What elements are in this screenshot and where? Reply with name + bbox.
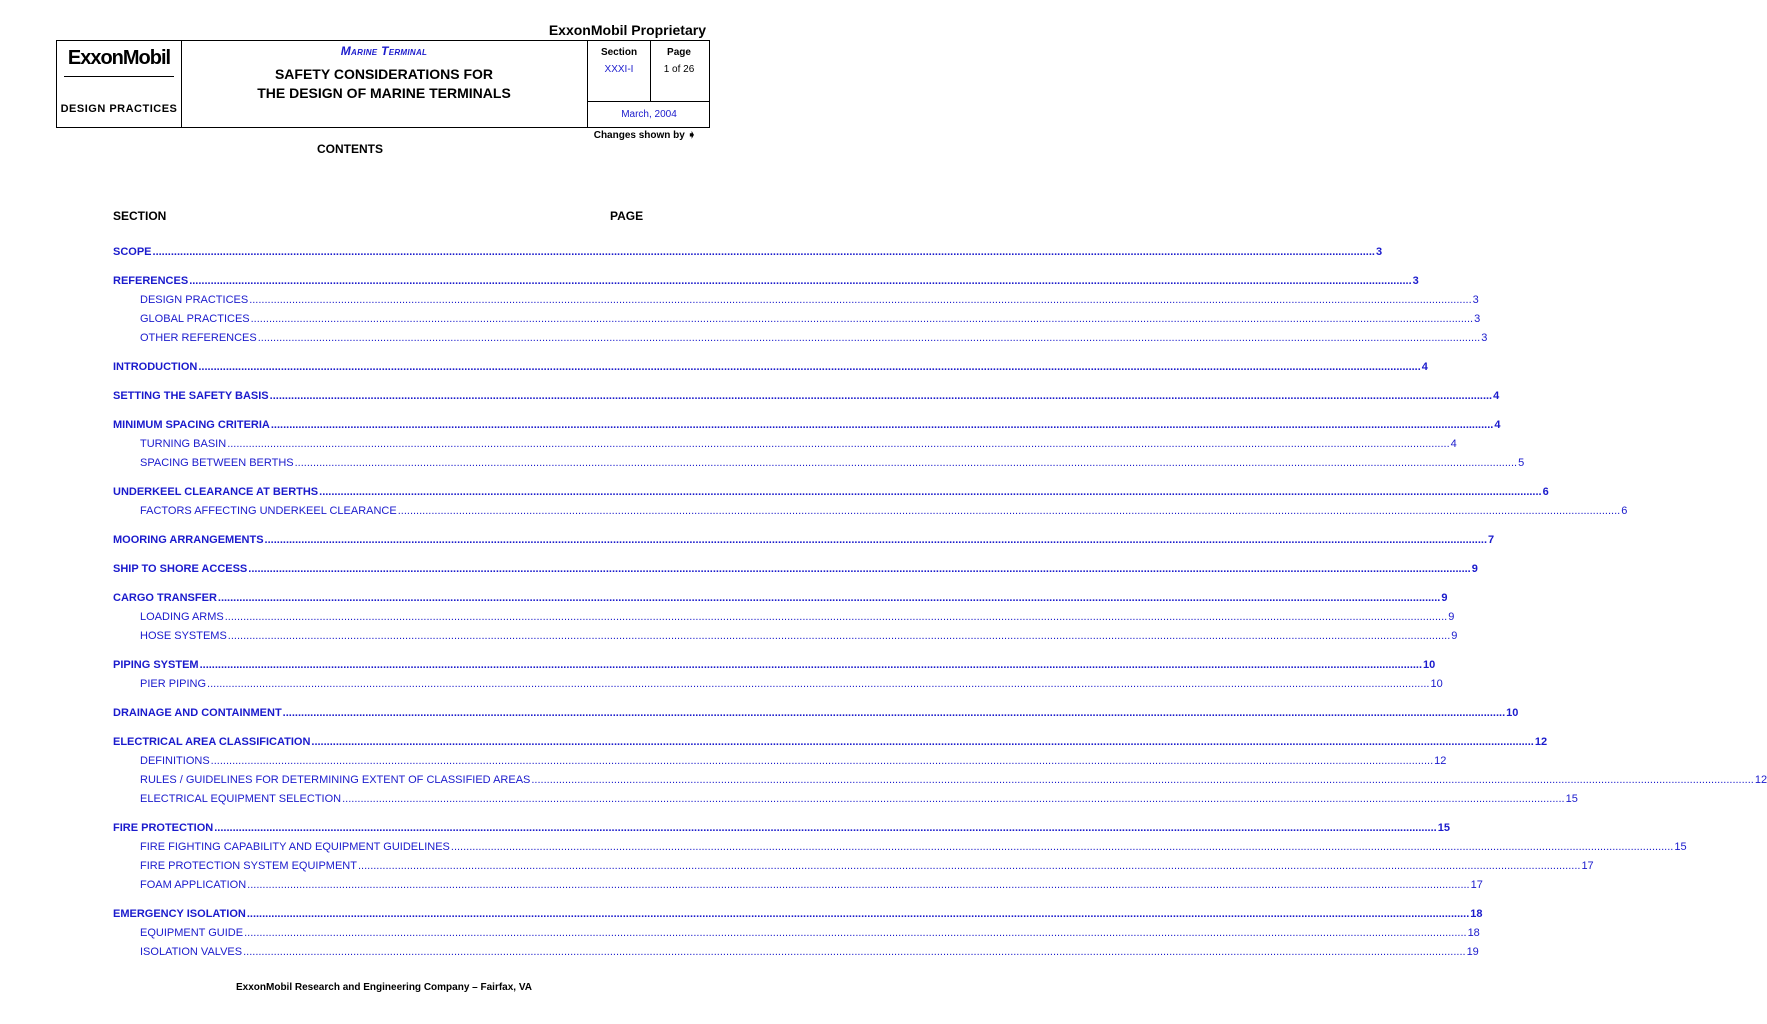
toc-entry-page: 5: [1518, 457, 1525, 469]
toc-leader-dots: ................................................................................................................................................................................................................................................................................................................................................................................................................: [246, 908, 1470, 920]
toc-subsection-link[interactable]: [113, 454, 1525, 473]
toc-section-link[interactable]: [113, 704, 1519, 723]
toc-entry-title: EQUIPMENT GUIDE: [140, 927, 244, 939]
toc-subsection-link[interactable]: [113, 876, 1483, 895]
toc-entry-title: INTRODUCTION: [113, 361, 198, 373]
toc-entry-page: 3: [1474, 313, 1481, 325]
toc-leader-dots: ................................................................................................................................................................................................................................................................................................................................................................................................................: [531, 774, 1754, 786]
toc-section-link[interactable]: [113, 905, 1483, 924]
toc-subsection-link[interactable]: [113, 924, 1480, 943]
page-column-header: PAGE: [610, 209, 644, 223]
toc-entry-title: ISOLATION VALVES: [140, 946, 243, 958]
toc-leader-dots: ................................................................................................................................................................................................................................................................................................................................................................................................................: [357, 860, 1581, 872]
toc-subsection-link[interactable]: [113, 675, 1443, 694]
toc-section-link[interactable]: [113, 560, 1478, 579]
document-title-line1: SAFETY CONSIDERATIONS FOR: [274, 66, 494, 82]
toc-section-link[interactable]: [113, 589, 1448, 608]
toc-subsection-link[interactable]: [113, 608, 1455, 627]
toc-entry-title: FIRE PROTECTION SYSTEM EQUIPMENT: [140, 860, 357, 872]
section-column-header: SECTION: [113, 209, 167, 223]
toc-section-link[interactable]: [113, 733, 1548, 752]
toc-entry-title: FACTORS AFFECTING UNDERKEEL CLEARANCE: [140, 505, 397, 517]
toc-entry-title: SETTING THE SAFETY BASIS: [113, 390, 269, 402]
toc-leader-dots: ................................................................................................................................................................................................................................................................................................................................................................................................................: [397, 505, 1621, 517]
toc-subsection-link[interactable]: [113, 627, 1458, 646]
toc-entry-title: HOSE SYSTEMS: [140, 630, 227, 642]
page-label: Page: [667, 47, 691, 58]
toc-subsection-link[interactable]: [113, 771, 1767, 790]
toc-entry-title: FIRE FIGHTING CAPABILITY AND EQUIPMENT GUIDELINES: [140, 841, 450, 853]
toc-entry-page: 10: [1430, 678, 1443, 690]
toc-entry-title: CARGO TRANSFER: [113, 592, 217, 604]
toc-entry-page: 9: [1448, 611, 1455, 623]
toc-leader-dots: ................................................................................................................................................................................................................................................................................................................................................................................................................: [294, 457, 1518, 469]
toc-leader-dots: ................................................................................................................................................................................................................................................................................................................................................................................................................: [257, 332, 1481, 344]
toc-entry-page: 12: [1754, 774, 1767, 786]
toc-leader-dots: ................................................................................................................................................................................................................................................................................................................................................................................................................: [250, 313, 1474, 325]
toc-entry-page: 10: [1423, 659, 1436, 671]
toc-leader-dots: ................................................................................................................................................................................................................................................................................................................................................................................................................: [227, 630, 1451, 642]
logo-cell: [57, 41, 182, 127]
toc-entry-page: 15: [1565, 793, 1578, 805]
changes-note: Changes shown by ➧: [593, 130, 696, 141]
toc-entry-page: 18: [1467, 927, 1480, 939]
document-title-line2: THE DESIGN OF MARINE TERMINALS: [257, 85, 511, 101]
toc-entry-page: 6: [1542, 486, 1549, 498]
toc-entry-title: UNDERKEEL CLEARANCE AT BERTHS: [113, 486, 319, 498]
toc-subsection-link[interactable]: [113, 329, 1488, 348]
page-cell: [649, 41, 709, 101]
toc-entry-page: 18: [1470, 908, 1483, 920]
toc-entry-title: ELECTRICAL AREA CLASSIFICATION: [113, 736, 311, 748]
toc-entry-page: 17: [1470, 879, 1483, 891]
toc-entry-title: GLOBAL PRACTICES: [140, 313, 250, 325]
toc-section-link[interactable]: [113, 531, 1495, 550]
toc-subsection-link[interactable]: [113, 310, 1481, 329]
toc-subsection-link[interactable]: [113, 752, 1447, 771]
toc-entry-page: 19: [1466, 946, 1479, 958]
toc-entry-title: EMERGENCY ISOLATION: [113, 908, 246, 920]
toc-entry-page: 15: [1437, 822, 1450, 834]
toc-section-link[interactable]: [113, 243, 1383, 262]
toc-entry-title: PIER PIPING: [140, 678, 207, 690]
toc-leader-dots: ................................................................................................................................................................................................................................................................................................................................................................................................................: [249, 294, 1472, 306]
toc-leader-dots: ................................................................................................................................................................................................................................................................................................................................................................................................................: [247, 879, 1470, 891]
toc-leader-dots: ................................................................................................................................................................................................................................................................................................................................................................................................................: [217, 592, 1441, 604]
toc-entry-title: OTHER REFERENCES: [140, 332, 257, 344]
toc-entry-page: 15: [1674, 841, 1687, 853]
toc-leader-dots: ................................................................................................................................................................................................................................................................................................................................................................................................................: [342, 793, 1565, 805]
toc-section-link[interactable]: [113, 358, 1428, 377]
toc-leader-dots: ................................................................................................................................................................................................................................................................................................................................................................................................................: [199, 659, 1423, 671]
toc-entry-page: 9: [1471, 563, 1478, 575]
toc-leader-dots: ................................................................................................................................................................................................................................................................................................................................................................................................................: [248, 563, 1471, 575]
toc-entry-page: 9: [1451, 630, 1458, 642]
toc-leader-dots: ................................................................................................................................................................................................................................................................................................................................................................................................................: [450, 841, 1674, 853]
toc-entry-title: SCOPE: [113, 246, 152, 258]
toc-section-link[interactable]: [113, 272, 1419, 291]
toc-section-link[interactable]: [113, 416, 1501, 435]
section-label: Section: [600, 47, 638, 58]
toc-leader-dots: ................................................................................................................................................................................................................................................................................................................................................................................................................: [243, 946, 1466, 958]
toc-entry-page: 4: [1450, 438, 1457, 450]
toc-entry-title: DESIGN PRACTICES: [140, 294, 249, 306]
title-cell: [181, 41, 587, 127]
toc-entry-title: RULES / GUIDELINES FOR DETERMINING EXTENT OF CLASSIFIED AREAS: [140, 774, 531, 786]
toc-entry-page: 9: [1441, 592, 1448, 604]
toc-entry-title: PIPING SYSTEM: [113, 659, 199, 671]
page-value: 1 of 26: [663, 64, 695, 75]
toc-entry-title: MOORING ARRANGEMENTS: [113, 534, 264, 546]
toc-entry-page: 12: [1534, 736, 1548, 748]
toc-entry-title: DRAINAGE AND CONTAINMENT: [113, 707, 282, 719]
toc-leader-dots: ................................................................................................................................................................................................................................................................................................................................................................................................................: [319, 486, 1542, 498]
proprietary-label: ExxonMobil Proprietary: [548, 22, 706, 38]
toc-section-link[interactable]: [113, 819, 1450, 838]
marine-terminal-label: Marine Terminal: [340, 44, 428, 58]
toc-subsection-link[interactable]: [113, 943, 1479, 962]
toc-entry-page: 12: [1434, 755, 1447, 767]
toc-leader-dots: ................................................................................................................................................................................................................................................................................................................................................................................................................: [244, 927, 1467, 939]
toc-subsection-link[interactable]: [113, 838, 1687, 857]
toc-leader-dots: ................................................................................................................................................................................................................................................................................................................................................................................................................: [210, 755, 1434, 767]
toc-leader-dots: ................................................................................................................................................................................................................................................................................................................................................................................................................: [152, 246, 1375, 258]
toc-leader-dots: ................................................................................................................................................................................................................................................................................................................................................................................................................: [214, 822, 1437, 834]
toc-leader-dots: ................................................................................................................................................................................................................................................................................................................................................................................................................: [270, 419, 1494, 431]
toc-leader-dots: ................................................................................................................................................................................................................................................................................................................................................................................................................: [198, 361, 1421, 373]
exxonmobil-logo: ExxonMobil: [64, 47, 174, 77]
toc-leader-dots: ................................................................................................................................................................................................................................................................................................................................................................................................................: [189, 275, 1412, 287]
contents-title: CONTENTS: [317, 142, 383, 156]
toc-entry-page: 6: [1621, 505, 1628, 517]
toc-entry-page: 3: [1412, 275, 1419, 287]
toc-entry-title: SPACING BETWEEN BERTHS: [140, 457, 294, 469]
toc-leader-dots: ................................................................................................................................................................................................................................................................................................................................................................................................................: [264, 534, 1488, 546]
design-practices-label: DESIGN PRACTICES: [60, 103, 178, 115]
toc-entry-page: 3: [1472, 294, 1479, 306]
toc-entry-page: 3: [1375, 246, 1383, 258]
toc-entry-page: 17: [1581, 860, 1594, 872]
table-of-contents: [113, 243, 1767, 962]
toc-entry-title: MINIMUM SPACING CRITERIA: [113, 419, 270, 431]
toc-entry-title: FOAM APPLICATION: [140, 879, 247, 891]
date-cell: March, 2004: [587, 101, 710, 128]
toc-leader-dots: ................................................................................................................................................................................................................................................................................................................................................................................................................: [227, 438, 1450, 450]
toc-subsection-link[interactable]: [113, 291, 1479, 310]
toc-leader-dots: ................................................................................................................................................................................................................................................................................................................................................................................................................: [224, 611, 1448, 623]
toc-leader-dots: ................................................................................................................................................................................................................................................................................................................................................................................................................: [282, 707, 1506, 719]
toc-entry-page: 4: [1493, 390, 1500, 402]
document-header: [56, 40, 710, 128]
toc-subsection-link[interactable]: [113, 502, 1628, 521]
toc-entry-title: FIRE PROTECTION: [113, 822, 214, 834]
toc-section-link[interactable]: [113, 483, 1549, 502]
page-footer: ExxonMobil Research and Engineering Company – Fairfax, VA: [236, 982, 532, 993]
toc-leader-dots: ................................................................................................................................................................................................................................................................................................................................................................................................................: [311, 736, 1534, 748]
toc-entry-title: DEFINITIONS: [140, 755, 210, 767]
toc-entry-page: 4: [1421, 361, 1428, 373]
toc-entry-page: 10: [1506, 707, 1519, 719]
toc-leader-dots: ................................................................................................................................................................................................................................................................................................................................................................................................................: [207, 678, 1430, 690]
toc-entry-title: REFERENCES: [113, 275, 189, 287]
toc-entry-title: TURNING BASIN: [140, 438, 227, 450]
section-cell: [587, 41, 651, 101]
toc-subsection-link[interactable]: [113, 435, 1457, 454]
section-value: XXXI-I: [604, 64, 634, 75]
toc-entry-title: SHIP TO SHORE ACCESS: [113, 563, 248, 575]
toc-subsection-link[interactable]: [113, 857, 1594, 876]
toc-leader-dots: ................................................................................................................................................................................................................................................................................................................................................................................................................: [269, 390, 1493, 402]
toc-entry-page: 7: [1488, 534, 1495, 546]
toc-entry-title: ELECTRICAL EQUIPMENT SELECTION: [140, 793, 342, 805]
toc-subsection-link[interactable]: [113, 790, 1578, 809]
toc-entry-title: LOADING ARMS: [140, 611, 224, 623]
toc-section-link[interactable]: [113, 656, 1436, 675]
toc-section-link[interactable]: [113, 387, 1500, 406]
toc-entry-page: 4: [1494, 419, 1501, 431]
toc-entry-page: 3: [1481, 332, 1488, 344]
